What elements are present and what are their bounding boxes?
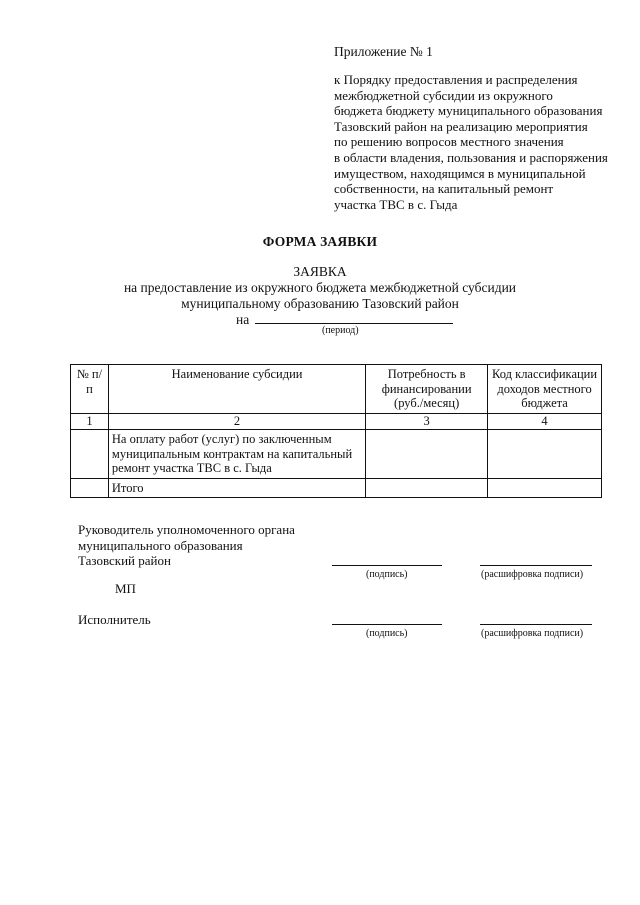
- executor-label: Исполнитель: [78, 612, 151, 627]
- head-decode-line[interactable]: [480, 565, 592, 566]
- annex-line: к Порядку предоставления и распределения: [334, 72, 578, 87]
- request-heading: ЗАЯВКА: [293, 264, 347, 279]
- cell-num: [71, 430, 109, 479]
- col-number: 3: [366, 414, 488, 430]
- cell-need[interactable]: [366, 478, 488, 498]
- executor-decode-caption: (расшифровка подписи): [481, 628, 584, 639]
- annex-line: межбюджетной субсидии из окружного: [334, 87, 553, 103]
- period-caption: (период): [322, 325, 359, 336]
- request-heading-block: [0, 264, 640, 312]
- cell-need[interactable]: [366, 430, 488, 479]
- executor-sign-caption: (подпись): [366, 628, 408, 639]
- cell-code[interactable]: [488, 478, 602, 498]
- header-code: Код классификации доходов местного бюджета: [488, 365, 602, 414]
- head-signature-label: [78, 522, 295, 569]
- annex-line: имуществом, находящимся в муниципальной: [334, 165, 586, 181]
- annex-title: Приложение № 1: [334, 44, 433, 59]
- annex-line: участка ТВС в с. Гыда: [334, 196, 458, 212]
- table-header-row: [71, 365, 602, 414]
- annex-line: бюджета бюджету муниципального образования: [334, 103, 603, 119]
- request-line-1: на предоставление из окружного бюджета межбюджетной субсидии: [123, 280, 517, 295]
- table-column-numbers-row: [71, 414, 602, 430]
- form-title: ФОРМА ЗАЯВКИ: [262, 234, 378, 249]
- executor-signature-line[interactable]: [332, 624, 442, 625]
- header-num: № п/п: [71, 365, 109, 414]
- head-signature-line[interactable]: [332, 565, 442, 566]
- annex-line: Тазовский район на реализацию мероприятия: [334, 118, 588, 134]
- table-row-total: [71, 478, 602, 498]
- seal-label: МП: [115, 581, 136, 596]
- header-need: Потребность в финансировании (руб./месяц): [366, 365, 488, 414]
- cell-name: На оплату работ (услуг) по заключенным муниципальным контрактам на капитальный ремонт участка ТВС в с. Гыда: [108, 430, 365, 479]
- col-number: 4: [488, 414, 602, 430]
- annex-text: [334, 72, 624, 212]
- subsidy-table: [70, 364, 602, 498]
- cell-name: Итого: [108, 478, 365, 498]
- cell-code[interactable]: [488, 430, 602, 479]
- annex-line: в области владения, пользования и распоряжения: [334, 149, 608, 165]
- col-number: 1: [71, 414, 109, 430]
- request-line-2: муниципальному образованию Тазовский район: [181, 296, 459, 311]
- header-name: Наименование субсидии: [108, 365, 365, 414]
- table-row: [71, 430, 602, 479]
- head-decode-caption: (расшифровка подписи): [481, 569, 584, 580]
- period-blank-line[interactable]: [255, 311, 453, 324]
- annex-line: по решению вопросов местного значения: [334, 134, 564, 150]
- period-label: на: [236, 312, 250, 327]
- head-sign-caption: (подпись): [366, 569, 408, 580]
- head-label-line: Руководитель уполномоченного органа: [78, 522, 295, 537]
- cell-num: [71, 478, 109, 498]
- executor-decode-line[interactable]: [480, 624, 592, 625]
- col-number: 2: [108, 414, 365, 430]
- head-label-line: Тазовский район: [78, 553, 171, 568]
- head-label-line: муниципального образования: [78, 537, 243, 553]
- annex-line: собственности, на капитальный ремонт: [334, 181, 554, 197]
